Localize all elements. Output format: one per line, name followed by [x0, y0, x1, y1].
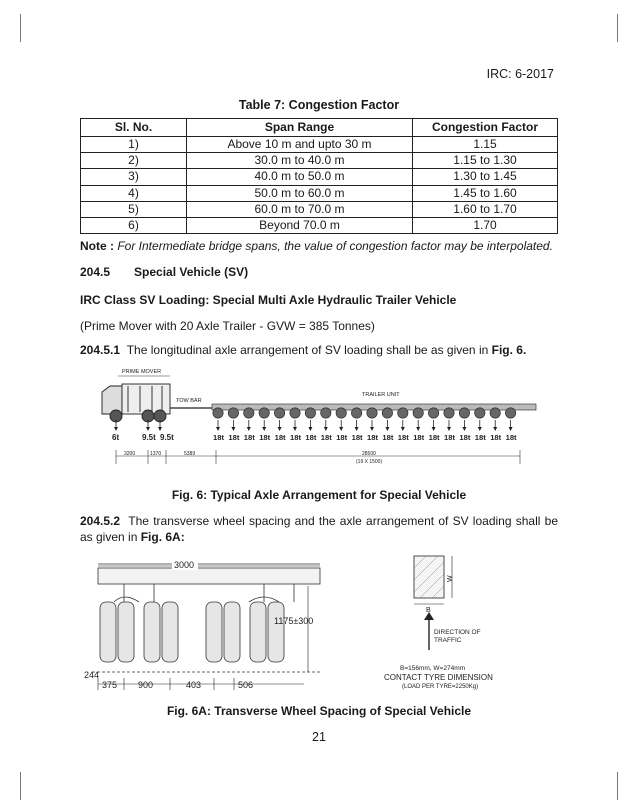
table-cell: 4) — [81, 185, 187, 201]
axle-load-label: 18t — [413, 433, 425, 442]
arrow-head-icon — [247, 427, 251, 431]
tyre-dimension-title: CONTACT TYRE DIMENSION — [384, 673, 493, 682]
arrow-head-icon — [509, 427, 513, 431]
arrow-head-icon — [462, 427, 466, 431]
dimension-label: 1370 — [150, 451, 162, 457]
crop-mark — [617, 14, 618, 42]
tyre-dimensions: B=156mm, W=274mm — [400, 665, 466, 672]
table-row — [81, 201, 558, 217]
table-cell: 50.0 m to 60.0 m — [187, 185, 413, 201]
arrow-head-icon — [339, 427, 343, 431]
crop-mark — [20, 14, 21, 42]
arrow-head-icon — [432, 427, 436, 431]
axle-load-label: 18t — [351, 433, 363, 442]
trailer-wheel — [505, 408, 515, 418]
arrow-head-icon — [370, 427, 374, 431]
dimension-label: (19 X 1500) — [356, 459, 383, 465]
arrow-head-icon — [308, 427, 312, 431]
dimension-label: 3200 — [124, 451, 136, 457]
trailer-wheel — [475, 408, 485, 418]
trailer-wheel — [259, 408, 269, 418]
column-header: Sl. No. — [81, 119, 187, 137]
dimension-label: 244 — [84, 670, 100, 680]
label-tow-bar: TOW BAR — [176, 398, 202, 404]
trailer-wheel — [213, 408, 223, 418]
arrow-head-icon — [493, 427, 497, 431]
arrow-head-icon — [324, 427, 328, 431]
table-row — [81, 169, 558, 185]
table-caption: Table 7: Congestion Factor — [238, 98, 400, 112]
arrow-head-icon — [385, 427, 389, 431]
table-cell: Above 10 m and upto 30 m — [187, 137, 413, 153]
table-cell: 1.30 to 1.45 — [413, 169, 558, 185]
trailer-wheel — [274, 408, 284, 418]
trailer-wheel — [351, 408, 361, 418]
table-row — [81, 185, 558, 201]
section-number: 204.5 — [80, 265, 111, 279]
trailer-wheel — [321, 408, 331, 418]
label-trailer-unit: TRAILER UNIT — [362, 392, 400, 398]
subheading: IRC Class SV Loading: Special Multi Axle Hydraulic Trailer Vehicle — [80, 293, 457, 307]
table-cell: 40.0 m to 50.0 m — [187, 169, 413, 185]
table-cell: 1.45 to 1.60 — [413, 185, 558, 201]
axle-load-label: 18t — [444, 433, 455, 442]
dimension-label: 900 — [138, 680, 154, 690]
congestion-factor-table — [80, 118, 558, 234]
arrow-head-icon — [231, 427, 235, 431]
axle-load-label: 9.5t — [142, 433, 156, 442]
note-label: Note : — [80, 239, 114, 253]
table-cell: 30.0 m to 40.0 m — [187, 153, 413, 169]
axle-load-label: 18t — [259, 433, 271, 442]
axle-load-label: 18t — [228, 433, 240, 442]
clause-text: The transverse wheel spacing and the axle arrangement of SV loading shall be as given in — [80, 514, 558, 544]
axle-load-label: 18t — [397, 433, 409, 442]
arrow-head-icon — [146, 427, 150, 431]
trailer-wheel — [459, 408, 469, 418]
table-cell: 1.15 — [413, 137, 558, 153]
axle-load-label: 18t — [474, 433, 486, 442]
trailer-wheel — [228, 408, 238, 418]
table-cell: 1.15 to 1.30 — [413, 153, 558, 169]
axle-load-label: 18t — [459, 433, 471, 442]
table-cell: 1.70 — [413, 217, 558, 233]
table-row — [81, 137, 558, 153]
axle-load-label: 18t — [213, 433, 224, 442]
tyre-breadth-label: B — [426, 607, 431, 614]
arrow-head-icon — [262, 427, 266, 431]
table-cell: 5) — [81, 201, 187, 217]
axle-load-label: 9.5t — [160, 433, 174, 442]
table-cell: 1.60 to 1.70 — [413, 201, 558, 217]
dimension-label: 28500 — [362, 451, 376, 457]
prime-mover-truck — [102, 384, 170, 422]
trailer-wheel — [244, 408, 254, 418]
trailer-wheel — [428, 408, 438, 418]
trailer-wheel — [398, 408, 408, 418]
axle-load-label: 18t — [367, 433, 378, 442]
dimension-label: 506 — [238, 680, 254, 690]
dimension-label: 1175±300 — [274, 616, 314, 626]
dimension-line — [116, 450, 520, 464]
document-code: IRC: 6-2017 — [486, 67, 554, 81]
arrow-head-icon — [293, 427, 297, 431]
arrow-head-icon — [447, 427, 451, 431]
trailer-wheel — [382, 408, 392, 418]
table-cell: 6) — [81, 217, 187, 233]
axle-load-label: 18t — [336, 433, 348, 442]
clause-text: The longitudinal axle arrangement of SV loading shall be as given in — [126, 343, 489, 357]
table-row — [81, 217, 558, 233]
clause-204-5-1 — [80, 342, 558, 358]
page-number: 21 — [312, 730, 326, 744]
direction-label: DIRECTION OF — [434, 629, 481, 636]
trailer-wheel — [305, 408, 315, 418]
prime-mover-note: (Prime Mover with 20 Axle Trailer - GVW = 385 Tonnes) — [80, 319, 375, 333]
axle-load-label: 18t — [290, 433, 301, 442]
table-cell: 60.0 m to 70.0 m — [187, 201, 413, 217]
table-note — [80, 238, 558, 254]
arrow-head-icon — [216, 427, 220, 431]
trailer-wheel — [490, 408, 500, 418]
clause-number: 204.5.2 — [80, 514, 121, 528]
tyre-width-label: W — [447, 575, 454, 582]
clause-number: 204.5.1 — [80, 343, 121, 357]
table-cell: 1) — [81, 137, 187, 153]
fig6a-transverse-spacing-drawing — [84, 554, 524, 698]
axle-load-label: 6t — [112, 433, 120, 442]
crop-mark — [617, 772, 618, 800]
arrow-head-icon — [416, 427, 420, 431]
trailer-load-labels — [213, 433, 517, 442]
trailer-wheel — [336, 408, 346, 418]
figure-reference: Fig. 6A: — [140, 530, 185, 544]
direction-label: TRAFFIC — [434, 637, 462, 644]
axle-load-label: 18t — [490, 433, 502, 442]
axle-load-label: 18t — [243, 433, 255, 442]
section-title: Special Vehicle (SV) — [134, 265, 249, 279]
axle-load-label: 18t — [382, 433, 394, 442]
note-text: For Intermediate bridge spans, the value of congestion factor may be interpolated. — [117, 239, 553, 253]
axle-load-label: 18t — [274, 433, 286, 442]
figure-reference: Fig. 6. — [491, 343, 527, 357]
crop-mark — [20, 772, 21, 800]
fig6-axle-arrangement-drawing — [100, 364, 540, 476]
column-header: Span Range — [187, 119, 413, 137]
tyre-load: (LOAD PER TYRE=2250Kg) — [402, 684, 479, 690]
dimension-label: 375 — [102, 680, 118, 690]
table-row — [81, 153, 558, 169]
arrow-head-icon — [355, 427, 359, 431]
table-header-row — [81, 119, 558, 137]
axle-load-arrows — [114, 420, 513, 431]
figure-6a-caption: Fig. 6A: Transverse Wheel Spacing of Special Vehicle — [166, 704, 472, 718]
dimension-label: 3000 — [174, 560, 195, 570]
axle-load-label: 18t — [320, 433, 332, 442]
axle-load-label: 18t — [505, 433, 517, 442]
arrow-head-icon — [401, 427, 405, 431]
arrow-head-icon — [478, 427, 482, 431]
trailer-wheel — [367, 408, 377, 418]
figure-6-caption: Fig. 6: Typical Axle Arrangement for Special Vehicle — [171, 488, 467, 502]
trailer-wheel — [413, 408, 423, 418]
dimension-label: 5389 — [184, 451, 196, 457]
arrow-head-icon — [114, 427, 118, 431]
clause-204-5-2 — [80, 513, 558, 545]
dimension-label: 403 — [186, 680, 202, 690]
arrow-head-icon — [158, 427, 162, 431]
table-cell: 3) — [81, 169, 187, 185]
column-header: Congestion Factor — [413, 119, 558, 137]
trailer-wheel — [444, 408, 454, 418]
axle-load-label: 18t — [305, 433, 317, 442]
section-heading — [80, 264, 558, 280]
label-prime-mover: PRIME MOVER — [122, 369, 162, 375]
table-cell: Beyond 70.0 m — [187, 217, 413, 233]
table-cell: 2) — [81, 153, 187, 169]
arrow-head-icon — [278, 427, 282, 431]
axle-load-label: 18t — [428, 433, 440, 442]
trailer-wheel — [290, 408, 300, 418]
